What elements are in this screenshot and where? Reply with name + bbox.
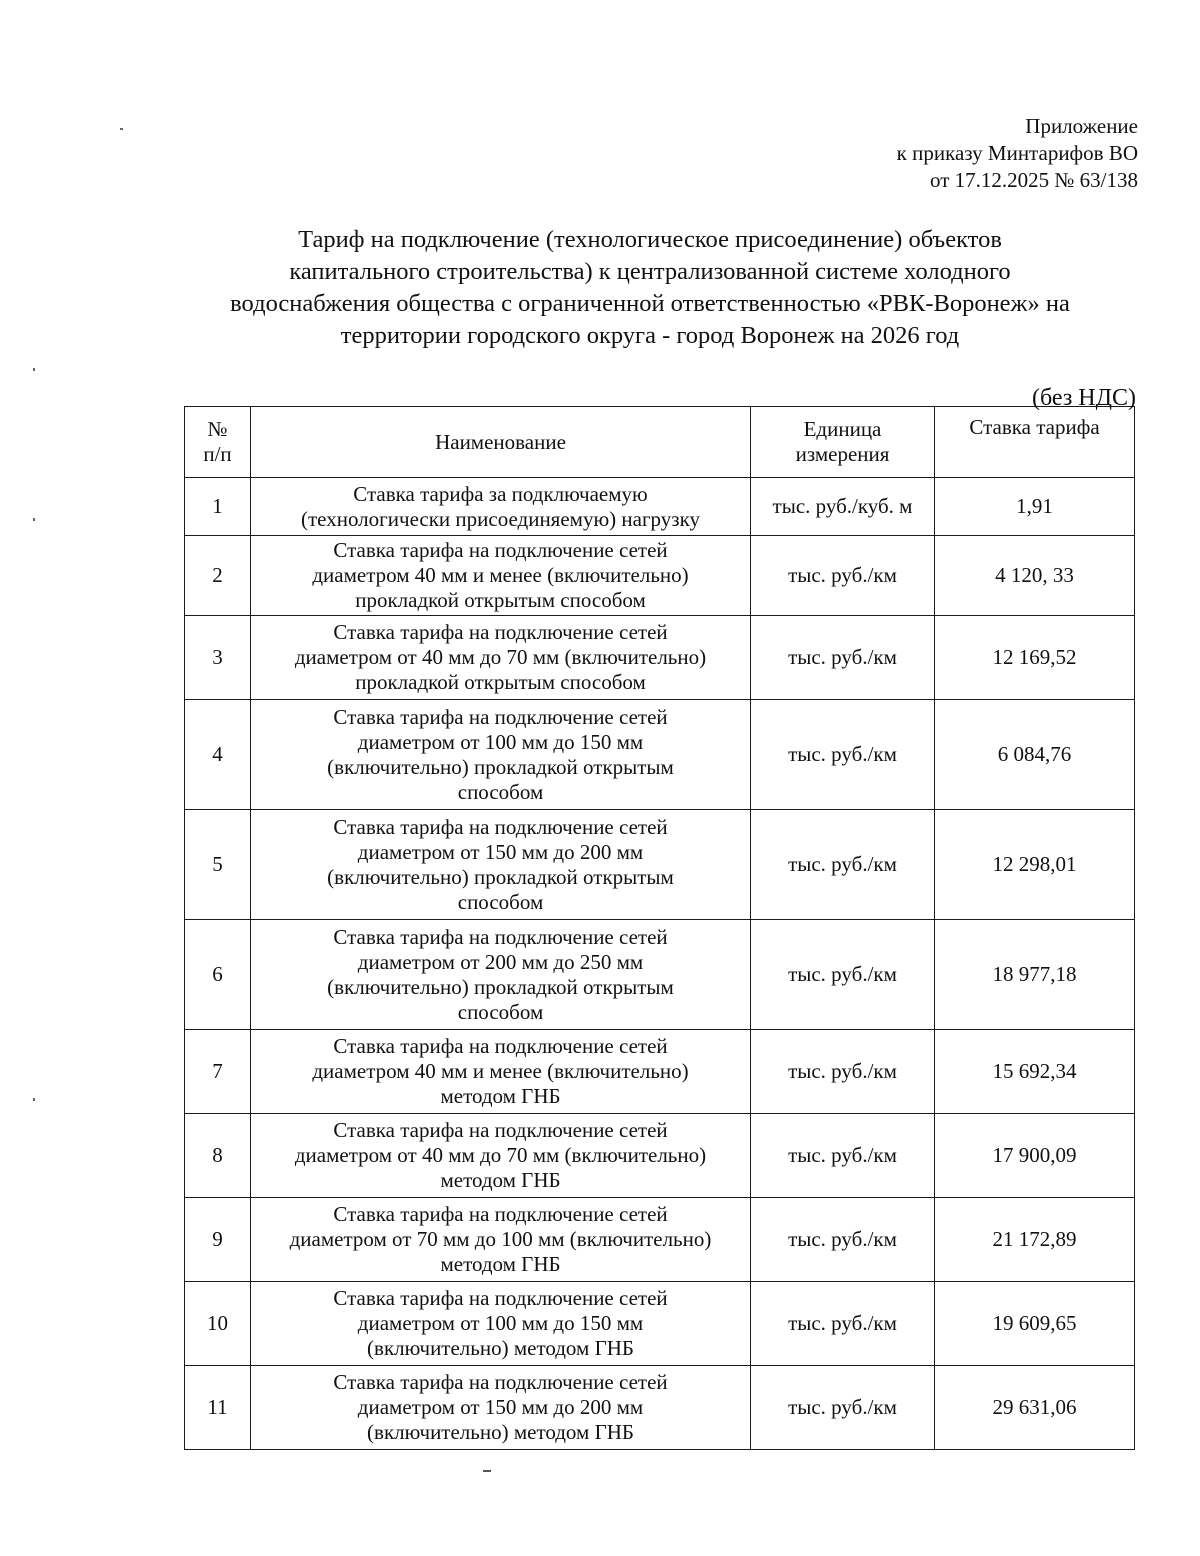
- row-name-line: диаметром 40 мм и менее (включительно): [312, 563, 689, 587]
- row-number: 10: [185, 1282, 251, 1366]
- table-row: [185, 810, 1135, 920]
- tariff-table: [184, 406, 1135, 1450]
- row-name-line: прокладкой открытым способом: [355, 670, 646, 694]
- header-num: [185, 407, 251, 478]
- row-rate: 4 120, 33: [935, 536, 1135, 616]
- row-name-line: (технологически присоединяемую) нагрузку: [301, 506, 700, 531]
- row-name-line: методом ГНБ: [440, 1252, 561, 1276]
- row-rate: 19 609,65: [935, 1282, 1135, 1366]
- row-rate: 12 169,52: [935, 616, 1135, 700]
- appendix-header: [897, 113, 1138, 194]
- row-unit: тыс. руб./км: [751, 1366, 935, 1450]
- vat-note: (без НДС): [1031, 385, 1136, 411]
- scan-speck: [33, 518, 35, 521]
- table-row: [185, 1366, 1135, 1450]
- row-name-line: диаметром 40 мм и менее (включительно): [312, 1059, 689, 1083]
- scan-speck: [483, 1470, 491, 1472]
- header-name: Наименование: [251, 407, 751, 478]
- row-number: 1: [185, 478, 251, 536]
- row-unit: тыс. руб./км: [751, 536, 935, 616]
- row-name: [251, 1198, 751, 1282]
- scan-speck: [33, 368, 35, 371]
- row-number: 6: [185, 920, 251, 1030]
- row-unit: тыс. руб./км: [751, 810, 935, 920]
- row-number: 8: [185, 1114, 251, 1198]
- table-row: [185, 1282, 1135, 1366]
- row-name: [251, 478, 751, 536]
- row-unit: тыс. руб./км: [751, 1114, 935, 1198]
- row-rate: 29 631,06: [935, 1366, 1135, 1450]
- row-name: [251, 1030, 751, 1114]
- scan-speck: [120, 128, 123, 130]
- header-unit-line-1: Единица: [803, 417, 882, 441]
- row-name-line: методом ГНБ: [440, 1084, 561, 1108]
- table-row: [185, 1030, 1135, 1114]
- row-unit: тыс. руб./км: [751, 616, 935, 700]
- row-name-line: (включительно) методом ГНБ: [367, 1420, 634, 1444]
- row-name-line: методом ГНБ: [440, 1168, 561, 1192]
- table-row: [185, 616, 1135, 700]
- row-name-line: (включительно) прокладкой открытым: [327, 864, 674, 889]
- row-name-line: диаметром от 150 мм до 200 мм: [357, 839, 644, 864]
- row-rate: 1,91: [935, 478, 1135, 536]
- row-name-line: диаметром от 40 мм до 70 мм (включительно): [294, 645, 707, 669]
- appendix-order-ref: к приказу Минтарифов ВО: [896, 141, 1138, 165]
- scan-speck: [33, 1098, 35, 1101]
- row-name-line: Ставка тарифа на подключение сетей: [333, 704, 668, 729]
- row-number: 7: [185, 1030, 251, 1114]
- row-name-line: Ставка тарифа за подключаемую: [353, 481, 648, 506]
- appendix-label: Приложение: [1025, 114, 1138, 138]
- row-name: [251, 920, 751, 1030]
- table-row: [185, 1114, 1135, 1198]
- table-body: [185, 478, 1135, 1450]
- row-name: [251, 536, 751, 616]
- row-number: 2: [185, 536, 251, 616]
- row-name: [251, 810, 751, 920]
- row-number: 3: [185, 616, 251, 700]
- row-unit: тыс. руб./куб. м: [751, 478, 935, 536]
- row-name-line: Ставка тарифа на подключение сетей: [333, 538, 668, 562]
- row-name-line: Ставка тарифа на подключение сетей: [333, 1370, 668, 1394]
- table-row: [185, 1198, 1135, 1282]
- row-rate: 18 977,18: [935, 920, 1135, 1030]
- row-name-line: прокладкой открытым способом: [355, 588, 646, 612]
- row-unit: тыс. руб./км: [751, 1198, 935, 1282]
- title-line-4: территории городского округа - город Воронеж на 2026 год: [340, 322, 960, 349]
- row-name-line: способом: [457, 779, 544, 804]
- row-name-line: Ставка тарифа на подключение сетей: [333, 1286, 668, 1310]
- table-row: [185, 700, 1135, 810]
- row-name-line: Ставка тарифа на подключение сетей: [333, 814, 668, 839]
- row-name: [251, 1114, 751, 1198]
- row-name-line: Ставка тарифа на подключение сетей: [333, 1202, 668, 1226]
- row-name: [251, 1366, 751, 1450]
- title-line-1: Тариф на подключение (технологическое присоединение) объектов: [298, 226, 1002, 253]
- title-line-2: капитального строительства) к централизованной системе холодного: [289, 258, 1011, 285]
- header-rate: Ставка тарифа: [935, 407, 1135, 478]
- row-unit: тыс. руб./км: [751, 700, 935, 810]
- row-rate: 21 172,89: [935, 1198, 1135, 1282]
- header-unit-line-2: измерения: [795, 442, 890, 466]
- row-unit: тыс. руб./км: [751, 1282, 935, 1366]
- row-number: 4: [185, 700, 251, 810]
- row-rate: 12 298,01: [935, 810, 1135, 920]
- row-unit: тыс. руб./км: [751, 920, 935, 1030]
- row-name: [251, 1282, 751, 1366]
- row-rate: 6 084,76: [935, 700, 1135, 810]
- table-row: [185, 478, 1135, 536]
- row-name-line: диаметром от 100 мм до 150 мм: [357, 1311, 644, 1335]
- row-name-line: (включительно) прокладкой открытым: [327, 974, 674, 999]
- header-num-abbr: п/п: [203, 442, 232, 466]
- row-rate: 15 692,34: [935, 1030, 1135, 1114]
- appendix-order-date: от 17.12.2025 № 63/138: [929, 168, 1138, 192]
- header-unit: [751, 407, 935, 478]
- row-name-line: (включительно) прокладкой открытым: [327, 754, 674, 779]
- row-number: 5: [185, 810, 251, 920]
- row-name-line: Ставка тарифа на подключение сетей: [333, 1118, 668, 1142]
- row-name: [251, 616, 751, 700]
- document-title: [150, 224, 1150, 352]
- row-number: 9: [185, 1198, 251, 1282]
- row-name-line: (включительно) методом ГНБ: [367, 1336, 634, 1360]
- row-name-line: способом: [457, 999, 544, 1024]
- row-name-line: Ставка тарифа на подключение сетей: [333, 1034, 668, 1058]
- row-number: 11: [185, 1366, 251, 1450]
- title-line-3: водоснабжения общества с ограниченной ответственностью «РВК-Воронеж» на: [230, 290, 1070, 317]
- row-name-line: диаметром от 100 мм до 150 мм: [357, 729, 644, 754]
- table-header-row: [185, 407, 1135, 478]
- row-unit: тыс. руб./км: [751, 1030, 935, 1114]
- row-name: [251, 700, 751, 810]
- row-name-line: способом: [457, 889, 544, 914]
- row-name-line: диаметром от 40 мм до 70 мм (включительно): [294, 1143, 707, 1167]
- row-name-line: Ставка тарифа на подключение сетей: [333, 924, 668, 949]
- header-num-symbol: №: [207, 417, 228, 441]
- row-name-line: диаметром от 150 мм до 200 мм: [357, 1395, 644, 1419]
- row-name-line: Ставка тарифа на подключение сетей: [333, 620, 668, 644]
- row-name-line: диаметром от 200 мм до 250 мм: [357, 949, 644, 974]
- table-row: [185, 920, 1135, 1030]
- table-row: [185, 536, 1135, 616]
- row-name-line: диаметром от 70 мм до 100 мм (включительно): [289, 1227, 712, 1251]
- row-rate: 17 900,09: [935, 1114, 1135, 1198]
